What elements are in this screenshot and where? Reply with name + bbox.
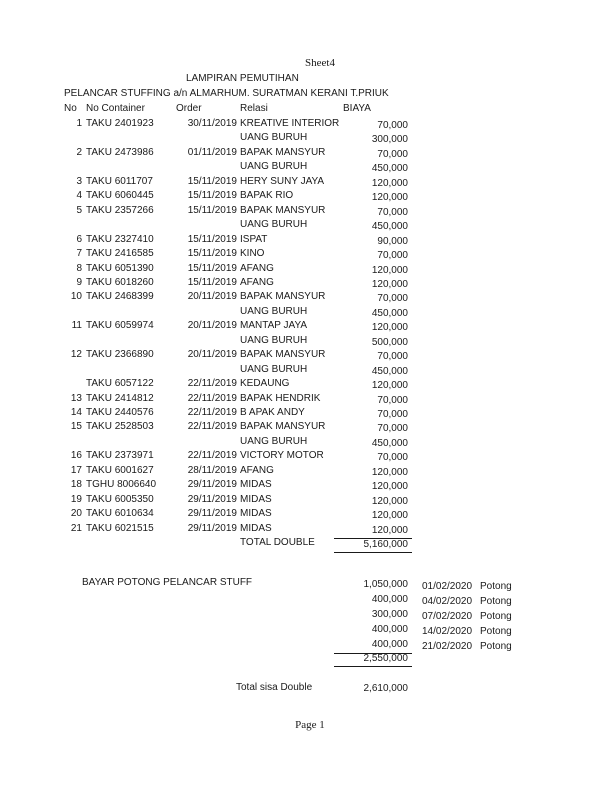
row-order: 15/11/2019 — [187, 175, 237, 187]
row-no: 12 — [70, 349, 82, 361]
payment-amount: 400,000 — [371, 639, 408, 650]
row-order: 29/11/2019 — [187, 479, 237, 491]
row-no: 9 — [76, 276, 82, 288]
row-relasi: ISPAT — [240, 233, 268, 245]
row-container: TAKU 6059974 — [86, 320, 154, 332]
row-biaya: 450,000 — [371, 365, 408, 377]
row-container: TAKU 2416585 — [86, 248, 154, 260]
row-no: 20 — [70, 508, 82, 520]
row-biaya: 70,000 — [377, 409, 408, 420]
row-relasi: UANG BURUH — [240, 219, 308, 231]
row-biaya: 120,000 — [371, 264, 408, 276]
row-biaya: 120,000 — [371, 510, 408, 522]
row-no: 13 — [70, 392, 82, 404]
row-container: TAKU 2414812 — [86, 392, 154, 404]
row-container: TAKU 6018260 — [86, 276, 154, 288]
row-biaya: 70,000 — [377, 148, 408, 160]
payments-label: BAYAR POTONG PELANCAR STUFF — [82, 577, 253, 588]
payment-amount: 1,050,000 — [363, 579, 408, 590]
payment-note: Potong — [480, 596, 512, 607]
row-relasi: UANG BURUH — [240, 161, 308, 173]
row-relasi: MANTAP JAYA — [240, 320, 308, 332]
payment-date: 14/02/2020 — [422, 626, 473, 637]
row-container: TAKU 6010634 — [86, 508, 154, 520]
row-relasi: AFANG — [240, 464, 274, 476]
row-biaya: 500,000 — [371, 336, 408, 348]
row-biaya: 70,000 — [377, 250, 408, 262]
row-relasi: MIDAS — [240, 522, 272, 534]
row-no: 5 — [76, 204, 82, 216]
row-container: TAKU 6051390 — [86, 262, 154, 274]
row-no: 21 — [70, 522, 82, 534]
row-relasi: UANG BURUH — [240, 363, 308, 375]
row-relasi: BAPAK MANSYUR — [240, 349, 326, 361]
row-no: 10 — [70, 291, 82, 303]
row-container: TGHU 8006640 — [86, 479, 157, 491]
row-relasi: B APAK ANDY — [240, 407, 305, 418]
row-container: TAKU 2366890 — [86, 349, 154, 361]
row-container: TAKU 2373971 — [86, 450, 154, 462]
header-order: Order — [176, 103, 202, 114]
row-relasi: MIDAS — [240, 508, 272, 520]
row-container: TAKU 6011707 — [86, 175, 153, 187]
row-biaya: 120,000 — [371, 380, 408, 392]
row-order: 29/11/2019 — [187, 522, 237, 534]
row-biaya: 70,000 — [377, 206, 408, 218]
row-no: 16 — [70, 450, 82, 462]
header-biaya: BIAYA — [343, 103, 371, 114]
row-order: 15/11/2019 — [187, 233, 237, 245]
row-container: TAKU 2357266 — [86, 204, 154, 216]
row-no: 18 — [70, 479, 82, 491]
row-relasi: AFANG — [240, 276, 274, 288]
row-no: 6 — [76, 233, 82, 245]
row-order: 15/11/2019 — [187, 262, 237, 274]
payments-subtotal: 2,550,000 — [363, 653, 408, 664]
row-biaya: 120,000 — [371, 192, 408, 204]
row-no: 3 — [76, 175, 82, 187]
row-no: 15 — [70, 421, 82, 433]
row-order: 22/11/2019 — [187, 407, 237, 418]
row-order: 22/11/2019 — [187, 421, 237, 433]
row-order: 29/11/2019 — [187, 493, 237, 505]
row-order: 20/11/2019 — [187, 320, 237, 332]
payment-date: 01/02/2020 — [422, 581, 473, 592]
page-number: Page 1 — [295, 719, 325, 731]
row-order: 15/11/2019 — [187, 204, 237, 216]
row-order: 28/11/2019 — [187, 464, 237, 476]
row-relasi: HERY SUNY JAYA — [240, 175, 325, 187]
row-biaya: 70,000 — [377, 351, 408, 363]
header-relasi: Relasi — [240, 103, 268, 114]
payment-date: 21/02/2020 — [422, 641, 473, 652]
total-label: TOTAL DOUBLE — [240, 537, 315, 548]
row-order: 15/11/2019 — [187, 276, 237, 288]
row-biaya: 300,000 — [371, 134, 408, 146]
row-container: TAKU 6057122 — [86, 378, 154, 390]
row-container: TAKU 2440576 — [86, 407, 154, 418]
row-relasi: UANG BURUH — [240, 435, 308, 447]
header-container: No Container — [86, 103, 145, 114]
row-biaya: 450,000 — [371, 437, 408, 449]
row-order: 30/11/2019 — [187, 118, 237, 129]
row-no: 19 — [70, 493, 82, 505]
row-container: TAKU 2468399 — [86, 291, 154, 303]
row-biaya: 120,000 — [371, 466, 408, 478]
row-relasi: VICTORY MOTOR — [240, 450, 324, 462]
row-no: 11 — [71, 320, 82, 332]
payment-amount: 300,000 — [371, 609, 408, 620]
row-biaya: 120,000 — [371, 322, 408, 334]
row-relasi: BAPAK RIO — [240, 190, 294, 202]
row-no: 7 — [76, 248, 82, 260]
row-biaya: 90,000 — [377, 235, 408, 247]
row-biaya: 120,000 — [371, 177, 408, 189]
header-no: No — [64, 103, 77, 114]
row-order: 15/11/2019 — [187, 190, 237, 202]
row-biaya: 120,000 — [371, 495, 408, 507]
row-relasi: BAPAK MANSYUR — [240, 204, 326, 216]
row-order: 20/11/2019 — [187, 349, 237, 361]
row-biaya: 450,000 — [371, 221, 408, 233]
row-relasi: MIDAS — [240, 479, 272, 491]
row-container: TAKU 2327410 — [86, 233, 154, 245]
row-relasi: BAPAK MANSYUR — [240, 146, 326, 158]
row-no: 8 — [76, 262, 82, 274]
row-relasi: UANG BURUH — [240, 132, 308, 144]
row-relasi: BAPAK HENDRIK — [240, 392, 321, 404]
row-biaya: 120,000 — [371, 524, 408, 536]
row-container: TAKU 2401923 — [86, 118, 154, 129]
sheet-title: Sheet4 — [305, 57, 335, 69]
payment-note: Potong — [480, 641, 512, 652]
row-relasi: BAPAK MANSYUR — [240, 421, 326, 433]
row-biaya: 450,000 — [371, 307, 408, 319]
row-order: 29/11/2019 — [187, 508, 237, 520]
row-container: TAKU 6021515 — [86, 522, 154, 534]
row-no: 1 — [76, 118, 82, 129]
row-biaya: 70,000 — [377, 452, 408, 464]
row-biaya: 120,000 — [371, 278, 408, 290]
row-no: 17 — [70, 464, 82, 476]
row-biaya: 70,000 — [377, 394, 408, 406]
payment-note: Potong — [480, 626, 512, 637]
payment-amount: 400,000 — [371, 624, 408, 635]
balance-value: 2,610,000 — [363, 683, 408, 694]
payment-amount: 400,000 — [371, 594, 408, 605]
balance-label: Total sisa Double — [236, 682, 313, 693]
row-order: 15/11/2019 — [187, 248, 237, 260]
row-no: 4 — [76, 190, 82, 202]
row-container: TAKU 2473986 — [86, 146, 154, 158]
payment-date: 07/02/2020 — [422, 611, 473, 622]
row-biaya: 70,000 — [377, 120, 408, 131]
payment-note: Potong — [480, 611, 512, 622]
row-relasi: KINO — [240, 248, 265, 260]
row-relasi: KEDAUNG — [240, 378, 290, 390]
total-double-rule — [334, 552, 412, 553]
row-relasi: UANG BURUH — [240, 305, 308, 317]
row-biaya: 70,000 — [377, 423, 408, 435]
document-subtitle: PELANCAR STUFFING a/n ALMARHUM. SURATMAN KERANI T.PRIUK — [64, 88, 389, 99]
row-biaya: 70,000 — [377, 293, 408, 305]
row-relasi: MIDAS — [240, 493, 272, 505]
row-order: 01/11/2019 — [187, 146, 237, 158]
row-container: TAKU 6001627 — [86, 464, 154, 476]
row-order: 22/11/2019 — [187, 450, 237, 462]
payment-note: Potong — [480, 581, 512, 592]
document-title: LAMPIRAN PEMUTIHAN — [186, 73, 299, 84]
row-relasi: AFANG — [240, 262, 274, 274]
row-relasi: UANG BURUH — [240, 334, 308, 346]
payments-subtotal-rule — [334, 666, 412, 667]
row-container: TAKU 6005350 — [86, 493, 154, 505]
row-relasi: KREATIVE INTERIOR — [240, 118, 340, 129]
row-biaya: 450,000 — [371, 163, 408, 175]
total-value: 5,160,000 — [363, 539, 408, 550]
row-order: 22/11/2019 — [187, 392, 237, 404]
row-container: TAKU 2528503 — [86, 421, 154, 433]
row-no: 2 — [76, 146, 82, 158]
row-relasi: BAPAK MANSYUR — [240, 291, 326, 303]
row-no: 14 — [70, 407, 82, 418]
payment-date: 04/02/2020 — [422, 596, 473, 607]
row-biaya: 120,000 — [371, 481, 408, 493]
row-container: TAKU 6060445 — [86, 190, 154, 202]
row-order: 22/11/2019 — [187, 378, 237, 390]
row-order: 20/11/2019 — [187, 291, 237, 303]
